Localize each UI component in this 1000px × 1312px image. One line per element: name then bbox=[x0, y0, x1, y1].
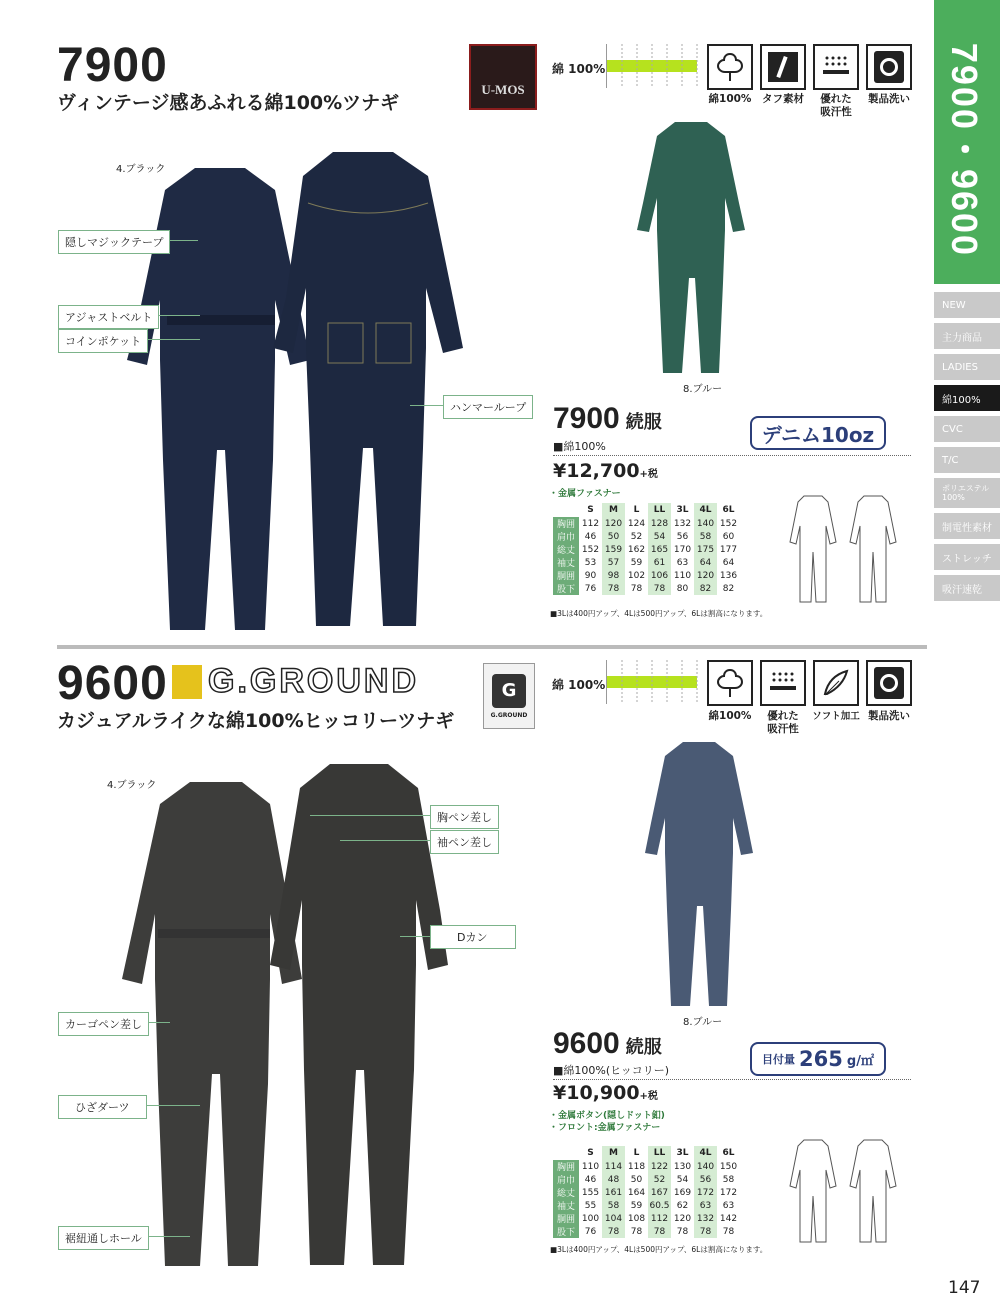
table-row: 肩巾 46 50 52 54 56 58 60 bbox=[553, 530, 740, 543]
table-row: 胸囲 110 114 118 122 130 140 150 bbox=[553, 1160, 740, 1173]
badge-denim-10oz: デニム10oz bbox=[750, 416, 886, 450]
icon-label-tough: タフ素材 bbox=[762, 93, 804, 105]
product-wash-icon bbox=[866, 660, 912, 706]
icon-label-wash: 製品洗い bbox=[868, 710, 910, 722]
table-row: 胴囲 90 98 102 106 110 120 136 bbox=[553, 569, 740, 582]
callout-coin-pocket: コインポケット bbox=[58, 329, 148, 353]
sidebar-item-polyester[interactable]: ポリエステル100% bbox=[934, 478, 1000, 508]
brand-g-ground: G.GROUND bbox=[172, 662, 419, 701]
sidebar-item-ladies[interactable]: LADIES bbox=[934, 354, 1000, 380]
callout-knee-darts: ひざダーツ bbox=[58, 1095, 147, 1119]
icon-label-cotton: 綿100% bbox=[708, 93, 752, 105]
coverall-9600-back bbox=[268, 760, 453, 1270]
product-name-9600: 9600 続服 bbox=[553, 1027, 662, 1060]
table-row: 肩巾 46 48 50 52 54 56 58 bbox=[553, 1173, 740, 1186]
callout-line bbox=[140, 1105, 200, 1106]
callout-d-ring: Dカン bbox=[430, 925, 516, 949]
section-divider bbox=[57, 645, 927, 649]
price-9600: ¥10,900+税 bbox=[553, 1082, 658, 1104]
badge-fabric-weight: 目付量 265 g/㎡ bbox=[750, 1042, 886, 1076]
table-row: 胴囲 100 104 108 112 120 132 142 bbox=[553, 1212, 740, 1225]
divider bbox=[553, 455, 911, 456]
coverall-9600-blue bbox=[645, 738, 755, 1010]
feather-icon bbox=[813, 660, 859, 706]
callout-hidden-velcro: 隠しマジックテープ bbox=[58, 230, 170, 254]
sidebar-tab-title: 7900・9600 bbox=[944, 42, 986, 258]
material-7900: ■綿100% bbox=[553, 440, 606, 453]
coverall-7900-back bbox=[268, 148, 468, 633]
table-row: 股下 76 78 78 78 80 82 82 bbox=[553, 582, 740, 595]
size-table-7900: S M L LL 3L 4L 6L 胸囲 112 120 124 128 132 140 152 肩巾 46 50 52 54 56 58 60 総丈 152 159 162 165 170 175 177 袖丈 53 57 59 61 63 64 64 胴囲 90 98 102 106 110 120 136 股下 76 78 78 78 80 82 82 bbox=[553, 503, 740, 595]
sidebar-item-new[interactable]: NEW bbox=[934, 292, 1000, 318]
line-drawing-9600 bbox=[776, 1136, 916, 1246]
sidebar-item-main[interactable]: 主力商品 bbox=[934, 323, 1000, 349]
icon-label-sweat: 優れた 吸汗性 bbox=[820, 93, 852, 118]
icon-label-wash: 製品洗い bbox=[868, 93, 910, 105]
table-row: 袖丈 53 57 59 61 63 64 64 bbox=[553, 556, 740, 569]
callout-hem-cord-hole: 裾紐通しホール bbox=[58, 1226, 149, 1250]
brand-logo-gground: G G.GROUND bbox=[483, 663, 535, 729]
model-number-9600: 9600 bbox=[57, 657, 168, 710]
callout-line bbox=[340, 840, 440, 841]
sweat-absorb-icon bbox=[813, 44, 859, 90]
sidebar-item-tc[interactable]: T/C bbox=[934, 447, 1000, 473]
size-table-9600: S M L LL 3L 4L 6L 胸囲 110 114 118 122 130 140 150 肩巾 46 48 50 52 54 56 58 総丈 155 161 164 167 169 172 172 袖丈 55 58 59 60.5 62 63 63 胴囲 100 104 108 112 120 132 142 股下 76 78 78 78 78 78 78 bbox=[553, 1146, 740, 1238]
product-wash-icon bbox=[866, 44, 912, 90]
sidebar-item-quickdry[interactable]: 吸汗速乾 bbox=[934, 575, 1000, 601]
callout-adjust-belt: アジャストベルト bbox=[58, 305, 159, 329]
table-row: 股下 76 78 78 78 78 78 78 bbox=[553, 1225, 740, 1238]
sidebar-item-cotton[interactable]: 綿100% bbox=[934, 385, 1000, 411]
sweat-absorb-icon bbox=[760, 660, 806, 706]
tagline-9600: カジュアルライクな綿100%ヒッコリーツナギ bbox=[57, 710, 455, 732]
footnote-9600: ■3Lは400円アップ、4Lは500円アップ、6Lは割高になります。 bbox=[550, 1245, 768, 1254]
callout-line bbox=[310, 815, 442, 816]
divider bbox=[553, 1079, 911, 1080]
callout-line bbox=[410, 405, 446, 406]
table-row: 袖丈 55 58 59 60.5 62 63 63 bbox=[553, 1199, 740, 1212]
callout-cargo-pen: カーゴペン差し bbox=[58, 1012, 149, 1036]
price-7900: ¥12,700+税 bbox=[553, 460, 658, 482]
color-label-blue-9600: 8.ブルー bbox=[683, 1017, 723, 1028]
cotton-meter-label: 綿 100% bbox=[552, 62, 606, 76]
sidebar-item-cvc[interactable]: CVC bbox=[934, 416, 1000, 442]
color-label-black-9600: 4.ブラック bbox=[107, 780, 157, 791]
feature-note-7900: ・金属ファスナー bbox=[549, 489, 621, 499]
coverall-7900-blue bbox=[637, 118, 747, 378]
material-9600: ■綿100%(ヒッコリー) bbox=[553, 1064, 670, 1077]
table-row: 総丈 155 161 164 167 169 172 172 bbox=[553, 1186, 740, 1199]
table-row: 胸囲 112 120 124 128 132 140 152 bbox=[553, 517, 740, 530]
feature-note-9600-b: ・フロント:金属ファスナー bbox=[549, 1123, 661, 1133]
callout-chest-pen: 胸ペン差し bbox=[430, 805, 499, 829]
cotton-meter-label: 綿 100% bbox=[552, 678, 606, 692]
sidebar-item-stretch[interactable]: ストレッチ bbox=[934, 544, 1000, 570]
callout-hammer-loop: ハンマーループ bbox=[443, 395, 533, 419]
color-label-blue-7900: 8.ブルー bbox=[683, 384, 723, 395]
tough-material-icon bbox=[760, 44, 806, 90]
table-row: 総丈 152 159 162 165 170 175 177 bbox=[553, 543, 740, 556]
page-number: 147 bbox=[948, 1278, 981, 1298]
tagline-7900: ヴィンテージ感あふれる綿100%ツナギ bbox=[57, 92, 400, 114]
line-drawing-7900 bbox=[776, 492, 916, 607]
icon-label-sweat: 優れた 吸汗性 bbox=[767, 710, 799, 735]
color-label-black-7900: 4.ブラック bbox=[116, 164, 166, 175]
callout-line bbox=[140, 339, 200, 340]
brand-g-badge bbox=[172, 665, 202, 699]
model-number-7900: 7900 bbox=[57, 39, 168, 92]
brand-logo-umos: U-MOS bbox=[469, 44, 537, 110]
cotton-icon bbox=[707, 660, 753, 706]
icon-label-cotton: 綿100% bbox=[708, 710, 752, 722]
cotton-icon bbox=[707, 44, 753, 90]
feature-note-9600-a: ・金属ボタン(隠しドット釦) bbox=[549, 1111, 665, 1121]
callout-sleeve-pen: 袖ペン差し bbox=[430, 830, 499, 854]
footnote-7900: ■3Lは400円アップ、4Lは500円アップ、6Lは割高になります。 bbox=[550, 609, 768, 618]
sidebar-item-antistatic[interactable]: 制電性素材 bbox=[934, 513, 1000, 539]
icon-label-soft: ソフト加工 bbox=[812, 711, 860, 722]
product-name-7900: 7900 続服 bbox=[553, 402, 662, 435]
